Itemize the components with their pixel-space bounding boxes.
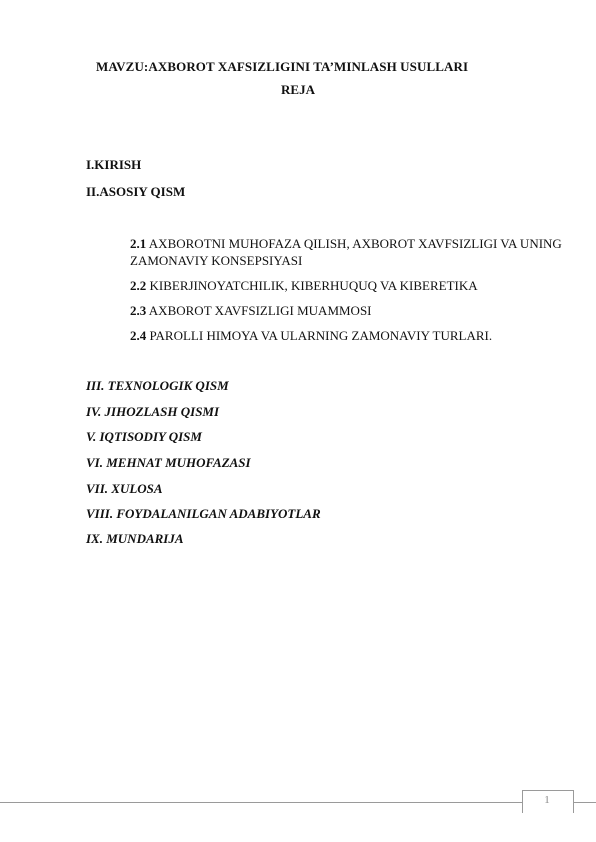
- section-mehnat-muhofazasi: VI. MEHNAT MUHOFAZASI: [86, 455, 251, 470]
- section-iqtisodiy-qism: V. IQTISODIY QISM: [86, 429, 202, 444]
- subsection-number: 2.1: [130, 236, 147, 251]
- subsection-number: 2.3: [130, 303, 147, 318]
- section-adabiyotlar: VIII. FOYDALANILGAN ADABIYOTLAR: [86, 506, 321, 521]
- footer-divider: [0, 802, 596, 803]
- section-xulosa: VII. XULOSA: [86, 481, 163, 496]
- section-kirish: I.KIRISH: [86, 157, 142, 172]
- subsection-text: PAROLLI HIMOYA VA ULARNING ZAMONAVIY TURLARI.: [149, 328, 493, 343]
- subsection-text: KIBERJINOYATCHILIK, KIBERHUQUQ VA KIBERETIKA: [149, 278, 478, 293]
- page-number: 1: [544, 794, 550, 806]
- subsection-text: AXBOROTNI MUHOFAZA QILISH, AXBOROT XAVFSIZLIGI VA UNING ZAMONAVIY KONSEPSIYASI: [130, 236, 562, 268]
- subsection-2-3: [130, 302, 570, 319]
- subsection-text: AXBOROT XAVFSIZLIGI MUAMMOSI: [148, 303, 372, 318]
- section-asosiy-qism: II.ASOSIY QISM: [86, 184, 186, 199]
- subsection-2-2: [130, 277, 570, 294]
- subsection-number: 2.2: [130, 278, 147, 293]
- section-texnologik-qism: III. TEXNOLOGIK QISM: [86, 378, 229, 393]
- subsection-number: 2.4: [130, 328, 147, 343]
- document-title: MAVZU:AXBOROT XAFSIZLIGINI TA’MINLASH USULLARI: [96, 59, 469, 74]
- section-mundarija: IX. MUNDARIJA: [86, 531, 184, 546]
- plan-heading: REJA: [281, 82, 315, 97]
- section-jihozlash-qismi: IV. JIHOZLASH QISMI: [86, 404, 220, 419]
- subsection-2-4: [130, 327, 570, 344]
- subsection-2-1: [130, 235, 570, 269]
